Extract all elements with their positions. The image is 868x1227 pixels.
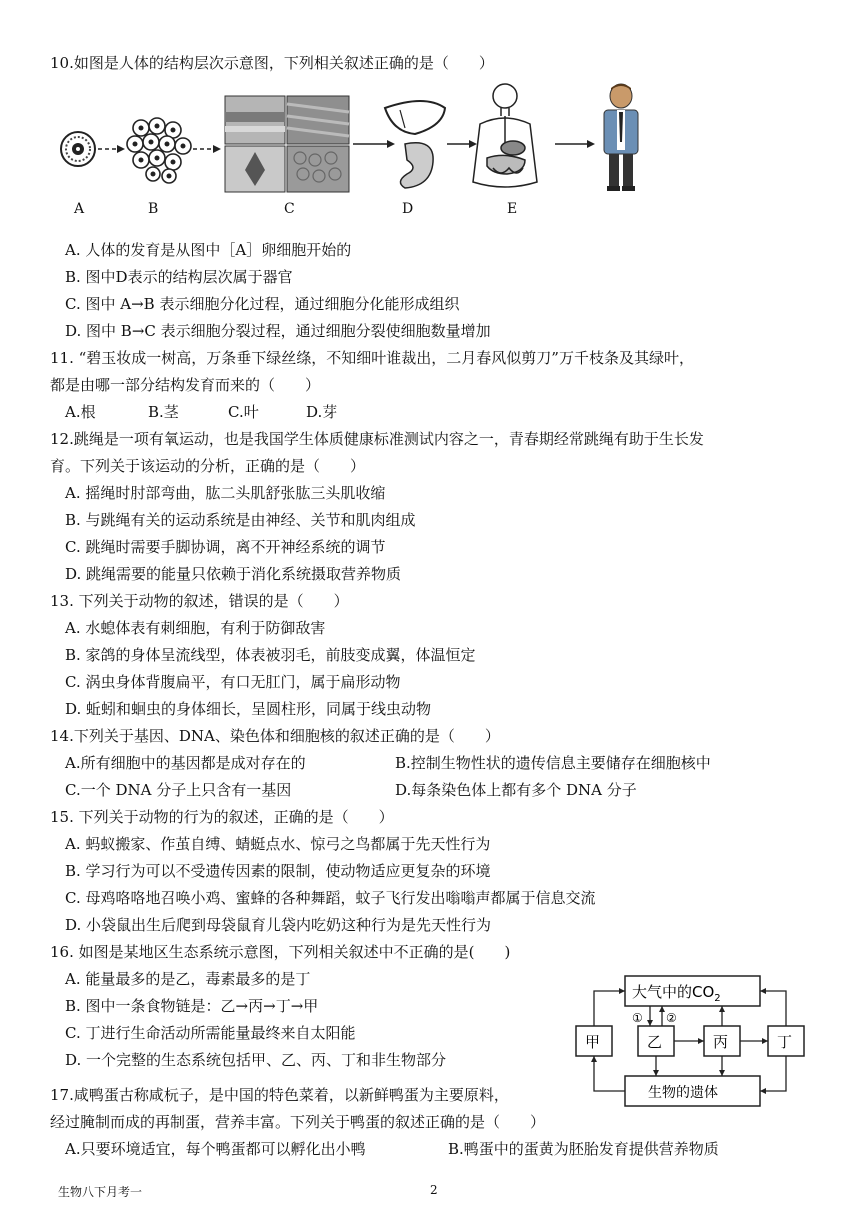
tissue-images bbox=[225, 96, 349, 192]
q16-option-d: D. 一个完整的生态系统包括甲、乙、丙、丁和非生物部分 bbox=[65, 1051, 447, 1069]
fig-label-e: E bbox=[507, 201, 518, 217]
q14-stem: 14.下列关于基因、DNA、染色体和细胞核的叙述正确的是（ ） bbox=[50, 727, 500, 745]
fig-label-d: D bbox=[402, 201, 414, 217]
person-icon bbox=[604, 84, 638, 191]
q12-option-a: A. 摇绳时肘部弯曲，肱二头肌舒张肱三头肌收缩 bbox=[65, 484, 386, 502]
cell-cluster-icon bbox=[127, 118, 191, 183]
fig-label-c: C bbox=[284, 201, 295, 217]
remains-label: 生物的遗体 bbox=[648, 1085, 718, 1101]
fig-label-a: A bbox=[74, 201, 85, 217]
bing-label: 丙 bbox=[713, 1033, 729, 1051]
digestive-system-image bbox=[473, 84, 537, 187]
q11-option-a: A.根 bbox=[65, 403, 96, 421]
q17-stem-line2: 经过腌制而成的再制蛋，营养丰富。下列关于鸭蛋的叙述正确的是（ ） bbox=[50, 1113, 546, 1131]
q16-option-b: B. 图中一条食物链是：乙→丙→丁→甲 bbox=[65, 997, 319, 1015]
marker-2: ② bbox=[666, 1011, 677, 1025]
q16-option-a: A. 能量最多的是乙，毒素最多的是丁 bbox=[65, 970, 311, 988]
q15-option-a: A. 蚂蚁搬家、作茧自缚、蜻蜓点水、惊弓之鸟都属于先天性行为 bbox=[65, 835, 491, 853]
q13-option-a: A. 水螅体表有刺细胞，有利于防御敌害 bbox=[65, 619, 326, 637]
q11-option-d: D.芽 bbox=[306, 403, 338, 421]
q10-option-b: B. 图中D表示的结构层次属于器官 bbox=[65, 268, 293, 286]
q13-stem: 13. 下列关于动物的叙述，错误的是（ ） bbox=[50, 592, 349, 610]
page-number: 2 bbox=[430, 1183, 438, 1197]
q16-option-c: C. 丁进行生命活动所需能量最终来自太阳能 bbox=[65, 1024, 356, 1042]
marker-1: ① bbox=[632, 1011, 643, 1025]
q11-stem-line2: 都是由哪一部分结构发育而来的（ ） bbox=[50, 376, 321, 394]
q11-option-c: C.叶 bbox=[228, 403, 259, 421]
q12-stem-line2: 育。下列关于该运动的分析，正确的是（ ） bbox=[50, 457, 366, 475]
q17-option-b: B.鸭蛋中的蛋黄为胚胎发育提供营养物质 bbox=[448, 1140, 719, 1158]
jia-label: 甲 bbox=[585, 1033, 601, 1051]
q11-stem-line1: 11. “碧玉妆成一树高，万条垂下绿丝绦，不知细叶谁裁出，二月春风似剪刀”万千枝条及其绿叶， bbox=[50, 349, 694, 367]
q12-stem-line1: 12.跳绳是一项有氧运动，也是我国学生体质健康标准测试内容之一，青春期经常跳绳有助于生长发 bbox=[50, 430, 704, 448]
co2-label: 大气中的$CO_2$ bbox=[632, 983, 721, 1004]
q13-option-d: D. 蚯蚓和蛔虫的身体细长，呈圆柱形，同属于线虫动物 bbox=[65, 700, 432, 718]
q15-stem: 15. 下列关于动物的行为的叙述，正确的是（ ） bbox=[50, 808, 394, 826]
q14-option-a: A.所有细胞中的基因都是成对存在的 bbox=[65, 754, 306, 772]
q14-option-c: C.一个 DNA 分子上只含有一基因 bbox=[65, 781, 292, 799]
yi-label: 乙 bbox=[647, 1033, 663, 1051]
footer-title: 生物八下月考一 bbox=[58, 1185, 143, 1199]
q15-option-b: B. 学习行为可以不受遗传因素的限制，使动物适应更复杂的环境 bbox=[65, 862, 491, 880]
structure-levels-figure bbox=[55, 82, 655, 200]
fig-label-b: B bbox=[148, 201, 159, 217]
q12-option-b: B. 与跳绳有关的运动系统是由神经、关节和肌肉组成 bbox=[65, 511, 416, 529]
egg-cell-icon bbox=[61, 132, 95, 166]
q12-option-d: D. 跳绳需要的能量只依赖于消化系统摄取营养物质 bbox=[65, 565, 402, 583]
q10-option-d: D. 图中 B→C 表示细胞分裂过程，通过细胞分裂使细胞数量增加 bbox=[65, 322, 491, 340]
q17-stem-line1: 17.咸鸭蛋古称咸杬子，是中国的特色菜着，以新鲜鸭蛋为主要原料， bbox=[50, 1086, 509, 1104]
q10-stem: 10.如图是人体的结构层次示意图，下列相关叙述正确的是（ ） bbox=[50, 54, 494, 72]
q14-option-d: D.每条染色体上都有多个 DNA 分子 bbox=[395, 781, 637, 799]
q11-option-b: B.茎 bbox=[148, 403, 179, 421]
q16-stem: 16. 如图是某地区生态系统示意图，下列相关叙述中不正确的是( ) bbox=[50, 943, 511, 961]
q10-option-a: A. 人体的发育是从图中［A］卵细胞开始的 bbox=[65, 241, 352, 259]
ecosystem-diagram bbox=[570, 970, 810, 1115]
q14-option-b: B.控制生物性状的遗传信息主要储存在细胞核中 bbox=[395, 754, 711, 772]
q10-option-c: C. 图中 A→B 表示细胞分化过程，通过细胞分化能形成组织 bbox=[65, 295, 460, 313]
q15-option-d: D. 小袋鼠出生后爬到母袋鼠育儿袋内吃奶这种行为是先天性行为 bbox=[65, 916, 492, 934]
q12-option-c: C. 跳绳时需要手脚协调，离不开神经系统的调节 bbox=[65, 538, 386, 556]
q13-option-b: B. 家鸽的身体呈流线型，体表被羽毛，前肢变成翼，体温恒定 bbox=[65, 646, 476, 664]
q15-option-c: C. 母鸡咯咯地召唤小鸡、蜜蜂的各种舞蹈，蚊子飞行发出嗡嗡声都属于信息交流 bbox=[65, 889, 596, 907]
q17-option-a: A.只要环境适宜，每个鸭蛋都可以孵化出小鸭 bbox=[65, 1140, 366, 1158]
ding-label: 丁 bbox=[777, 1033, 793, 1051]
q13-option-c: C. 涡虫身体背腹扁平，有口无肛门，属于扁形动物 bbox=[65, 673, 401, 691]
